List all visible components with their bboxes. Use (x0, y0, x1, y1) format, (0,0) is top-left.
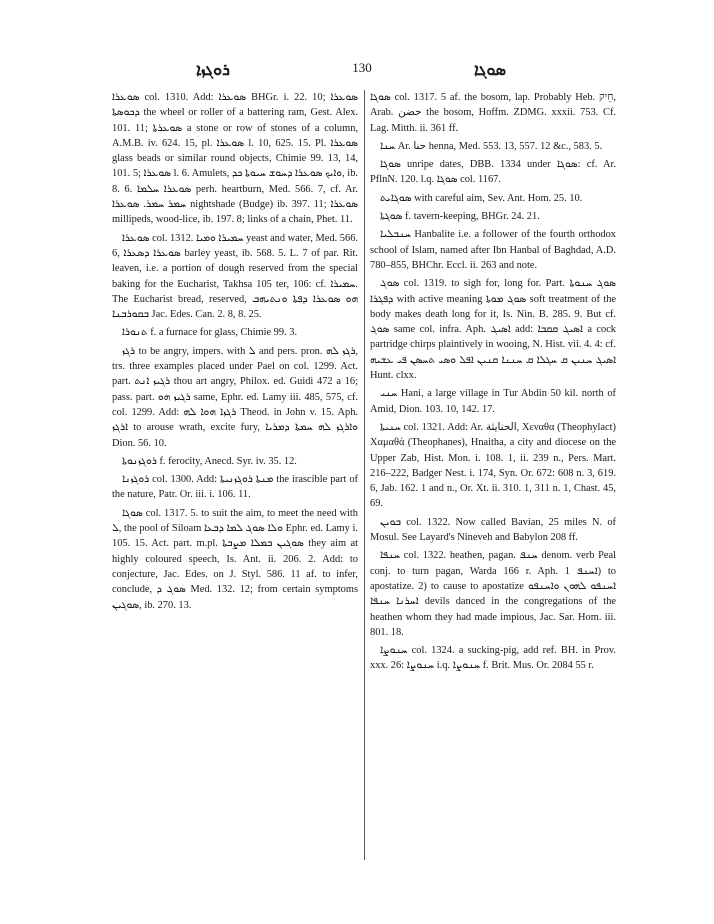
dictionary-entry: ܪܘܓܙܢܘܬܐ f. ferocity, Anecd. Syr. iv. 35. 12. (122, 455, 297, 467)
dictionary-entry: ܚܢܝܬܐ col. 1321. Add: Ar. الحنايثة, Xεναθα (Theophylact) Χαμαθά (Theophanes), Hnaitha, a city and diocese on the Upper Zab, Hist. Mon. i. 108. 1, ii. 239 n., Pers. Mart. 216–222, Badger Nest. i. 174, Syn. Or. 672: 608 n. 3, 619. 6, Jab. 162. 1 and n., Or. Xt. ii. 310. 1, 311 n. 1, Chast. 45, 69. (370, 421, 616, 510)
dictionary-entry: ܒܘܝܢ col. 1322. Now called Bavian, 25 miles N. of Mosul. See Layard's Nineveh and Babylon 208 ff. (370, 516, 616, 544)
dictionary-entry: ܪܓܙ to be angry, impers. with ܠ and pers. pron. ܪܓܙ ܠܗ, trs. three examples placed under Pael on col. 1299. Act. part. ܪܓܝܙ ܐܢܬ thou art angry, Philox. ed. Guidi 472 a 16; pass. part. ܪܓܝܙ ܗܘ same, Ephr. ed. Lamy iii. 485, 575, cf. col. 1299. Add: ܪܓܙܐ ܗܘܐ ܠܗ Theod. in John v. 15. Aph. ܐܪܓܙ to arouse wrath, excite fury, ܘܐܪܓܙ ܠܗ ܚܡܬܐ ܕܡܪܝܐ Dion. 56. 10. (112, 345, 358, 449)
left-column (112, 90, 358, 870)
dictionary-entry: ܣܘܓ col. 1319. to sigh for, long for. Part. ܣܘܓ ܚܢܘܬܐ ܕܦܓܪܐ with active meaning ܣܘܓ ܡܘܬܐ soft treatment of the body makes death long for it, Is. Nin. B. 285. 9. But cf. ܣܘܓ same col. infra. Aph. ܐܣܝܓ add: ܐܣܝܓ ܩܩܒܐ a cock partridge chirps plaintively in wooing, N. Hist. vii. 4. 4: cf. ܐܣܝܓ ܚܢܝܢ ܩ ܚܓܠܐ ܩ ܚܢܢܐ ܩܢܝܢ ܐܦܠ ܘܣܝ ܬܚܣܢ ܦܝ ܥܫܝܗ Hunt. clxx. (370, 278, 616, 382)
dictionary-entry: ܪܘܓܙܢܐ col. 1300. Add: ܡܢܬܐ ܪܘܓܙܢܝܬܐ the irascible part of the nature, Patr. Or. iii. i. 106. 11. (112, 474, 358, 501)
dictionary-entry: ܣܘܓܐ col. 1317. 5. to suit the aim, to meet the need with ܠ, the pool of Siloam ܘܠܐ ܣܘܓ ܠܡܐ ܕܒܥܐ Ephr. ed. Lamy i. 105. 15. Act. part. m.pl. ܣܘܓܝܢ ܒܡܠܐ ܡܨܒܬܐ they aim at highly coloured speech, Is. Ant. ii. 206. 2. Add: to conjecture, Jac. Edes. on J. Styl. 586. 11 af. to infer, conclude, ܣܘܓ ܕ Med. 132. 12; from certain symptoms ܣܘܓܝܢ, ib. 270. 13. (112, 507, 358, 611)
dictionary-entry: ܣܘܓܬܐ f. tavern-keeping, BHGr. 24. 21. (380, 211, 540, 223)
dictionary-entry: ܚܢܐ Ar. حنا henna, Med. 553. 13, 557. 12 &c., 583. 5. (380, 140, 603, 152)
dictionary-entry: ܚܢܘܨܐ col. 1324. a sucking-pig, add ref. BH. in Prov. xxx. 26: ܚܢܘܨܐ i.q. ܚܢܘܨܐ f. Brit. Mus. Or. 2084 55 r. (370, 645, 616, 672)
right-column (370, 90, 616, 870)
dictionary-entry: ܣܘܥܪܐ col. 1312. ܚܡܝܪܐ ܘܡܝܐ yeast and water, Med. 566. 6, ܣܘܥܪܐ ܕܣܥܪܐ barley yeast, ib. 568. 5. L. 7 of par. Rit. leaven, i.e. a portion of dough reserved from the special baking for the Eucharist, Takhsa 105 ter, 106: cf. ܚܡܝܪܐ. The Eucharist bread, reserved, ܗܘ ܣܘܥܪܐ ܕܦܬܐ ܘܢܬܝܗܒ ܒܩܘܪܒܢܐ Jac. Edes. Can. 2. 8, 8. 25. (112, 232, 358, 321)
dictionary-entry: ܣܘܥܪܐ col. 1310. Add: ܣܘܥܪܐ BHGr. i. 22. 10; ܣܘܥܪܐ ܕܟܘܣܬܐ the wheel or roller of a battering ram, Gest. Alex. 101. 11; ܣܘܥܪܬܐ a stone or row of stones of a column, A.M.B. iv. 624. 15, pl. ܣܘܥܪܐ l. 10, 625. 15. Pl. ܣܘܥܪܐ glass beads or similar round objects, Chimie 99. 13, 14, 101. 5; ܣܘܥܪܐ l. 6. Amulets, ܘܐܝܟ ܣܘܥܪܐ ܕܚܘܫ ܚܝܘܬܐ ܟܕ, ib. 8. 6. ܣܘܥܪܐ ܚܠܡܐ perh. heartburn, Med. 566. 7, cf. Ar. ܚܡܪ ܚܡܪ. ܣܘܥܪܐ nightshade (Budge) ib. 397. 11; ܣܘܥܪܐ millipeds, wood-lice, ib. 197. 8; links of a chain, Phet. 11. (112, 92, 358, 226)
dictionary-entry: ܣܘܓܐ col. 1317. 5 af. the bosom, lap. Probably Heb. חֵיק, Arab. حضن the bosom, Hoffm. ZDMG. xxxii. 753. Cf. Lag. Mitth. ii. 361 ff. (370, 92, 616, 134)
column-divider (364, 90, 365, 860)
dictionary-entry: ܣܘܓܐ unripe dates, DBB. 1334 under ܣܘܓܐ: cf. Ar. PflnN. 120. l.q. ܣܘܓܐ col. 1167. (370, 159, 616, 186)
running-header (0, 58, 714, 82)
page-number: 130 (352, 60, 372, 75)
dictionary-entry: ܚܢܦܐ col. 1322. heathen, pagan. ܚܢܦ denom. verb Peal conj. to turn pagan, Warda 166 r. Aph. ܐܚܢܦ 1) to apostatize. 2) to cause to apostatize ܐܚܢܦܘ ܠܗܘܢ ܘܐܚܢܦܘ ܐܚܪܢܐ ܚܢܦܐ devils danced in the congregations of the heathen whom they had made impious, Jac. Sar. Hom. iii. 801. 18. (370, 550, 616, 638)
header-left-headword: ܪܘܓܙܐ (196, 60, 230, 79)
header-right-headword: ܣܘܓܐ (474, 60, 507, 79)
dictionary-entry: ܬܢܘܪܐ f. a furnace for glass, Chimie 99. 3. (122, 327, 298, 339)
dictionary-entry: ܚܢܒܠܝܐ Hanbalite i.e. a follower of the fourth orthodox school of Islam, named after Ibn Hanbal of Baghdad, A.D. 780–855, BHChr. Eccl. ii. 263 and note. (370, 229, 616, 271)
dictionary-entry: ܚܢܝ Hani, a large village in Tur Abdin 50 kil. north of Amid, Dion. 103. 10, 142. 17. (370, 388, 616, 415)
dictionary-entry: ܣܘܓܐܝܬ with careful aim, Sev. Ant. Hom. 25. 10. (380, 192, 583, 204)
